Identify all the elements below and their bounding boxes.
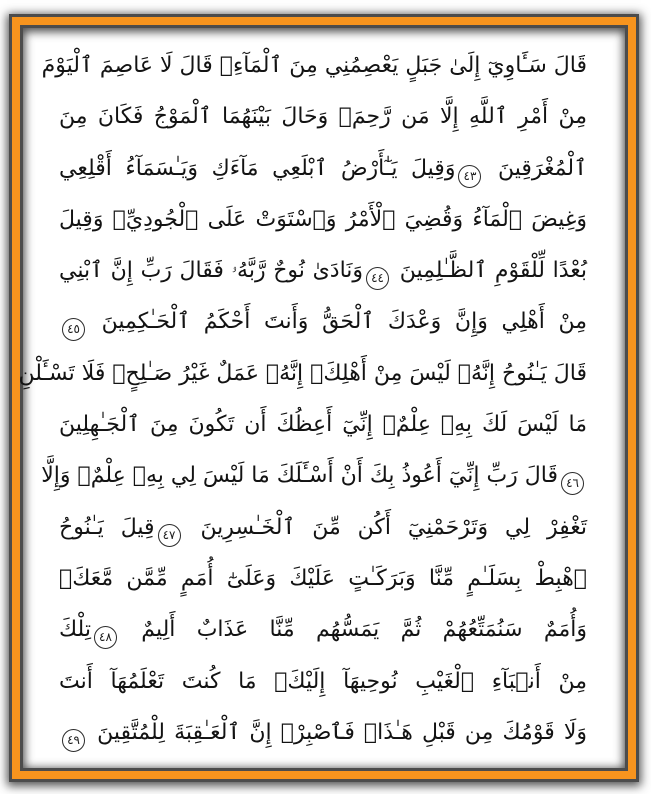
ayah-text-segment: قَالَ يَـٰنُوحُ إِنَّهُۥ لَيْسَ مِنْ أَهْلِكَۖ إِنَّهُۥ عَمَلٌ غَيْرُ صَـٰلِحٍۖ فَلَا تَسْـَٔلْنِ	[18, 360, 587, 386]
ayah-text-segment: تَغْفِرْ لِي وَتَرْحَمْنِيٓ أَكُن مِّنَ ٱلْخَـٰسِرِينَ	[200, 514, 587, 540]
ayah-end-marker: ٤٨	[94, 626, 117, 649]
ayah-text-segment: مِنْ أَنۢبَآءِ ٱلْغَيْبِ نُوحِيهَآ إِلَيْكَۖ مَا كُنتَ تَعْلَمُهَآ أَنتَ	[59, 668, 587, 694]
quran-line-1	[41, 40, 587, 91]
quran-text-block	[18, 40, 587, 758]
ayah-end-marker: ٤٤	[366, 267, 389, 290]
ayah-text-segment: تِلْكَ	[59, 617, 91, 643]
quran-line-9	[41, 450, 587, 501]
ayah-end-marker: ٤٧	[158, 524, 181, 547]
ayah-text-segment: قِيلَ يَـٰنُوحُ	[59, 514, 155, 540]
ayah-end-marker: ٤٦	[561, 472, 584, 495]
ayah-text-segment: وَنَادَىٰ نُوحٌ رَّبَّهُۥ فَقَالَ رَبِّ إِنَّ ٱبْنِي	[59, 258, 364, 284]
quran-line-5	[59, 245, 587, 296]
ayah-text-segment: قَالَ رَبِّ إِنِّيٓ أَعُوذُ بِكَ أَنْ أَسْـَٔلَكَ مَا لَيْسَ لِي بِهِۦ عِلْمٌۖ وَإِلَّا	[41, 463, 558, 489]
ayah-text-segment: مِنْ أَمْرِ ٱللَّهِ إِلَّا مَن رَّحِمَۚ وَحَالَ بَيْنَهُمَا ٱلْمَوْجُ فَكَانَ مِنَ	[59, 104, 587, 130]
quran-line-13	[59, 656, 587, 707]
ayah-text-segment: وَأُمَمٌ سَنُمَتِّعُهُمْ ثُمَّ يَمَسُّهُم مِّنَّا عَذَابٌ أَلِيمٌ	[141, 617, 587, 643]
ayah-text-segment: ٱلْمُغْرَقِينَ	[498, 155, 587, 181]
ayah-text-segment: قَالَ سَـَٔاوِيٓ إِلَىٰ جَبَلٍ يَعْصِمُنِي مِنَ ٱلْمَآءِۚ قَالَ لَا عَاصِمَ ٱلْيَوْمَ	[41, 53, 587, 78]
ayah-end-marker: ٤٣	[458, 165, 481, 188]
quran-line-4	[59, 194, 587, 245]
quran-line-8	[59, 399, 587, 450]
quran-line-11	[59, 553, 587, 604]
quran-line-10	[59, 502, 587, 553]
ayah-text-segment: مَا لَيْسَ لَكَ بِهِۦ عِلْمٌۖ إِنِّيٓ أَعِظُكَ أَن تَكُونَ مِنَ ٱلْجَـٰهِلِينَ	[59, 412, 587, 438]
ayah-text-segment: وَغِيضَ ٱلْمَآءُ وَقُضِيَ ٱلْأَمْرُ وَٱسْتَوَتْ عَلَى ٱلْجُودِيِّۖ وَقِيلَ	[59, 206, 587, 232]
quran-line-3	[59, 143, 587, 194]
ayah-end-marker: ٤٥	[62, 318, 85, 341]
quran-line-6	[59, 296, 587, 347]
ayah-text-segment: بُعْدًا لِّلْقَوْمِ ٱلظَّـٰلِمِينَ	[399, 258, 587, 284]
ayah-end-marker: ٤٩	[62, 729, 85, 752]
ayah-text-segment: ٱهْبِطْ بِسَلَـٰمٍ مِّنَّا وَبَرَكَـٰتٍ عَلَيْكَ وَعَلَىٰٓ أُمَمٍ مِّمَّن مَّعَكَۚ	[59, 565, 587, 591]
quran-line-14	[59, 707, 587, 758]
quran-line-2	[59, 91, 587, 142]
ayah-text-segment: وَلَا قَوْمُكَ مِن قَبْلِ هَـٰذَاۖ فَٱصْبِرْۖ إِنَّ ٱلْعَـٰقِبَةَ لِلْمُتَّقِينَ	[97, 719, 587, 745]
quran-line-7	[18, 348, 587, 399]
ayah-text-segment: وَقِيلَ يَـٰٓأَرْضُ ٱبْلَعِي مَآءَكِ وَيَـٰسَمَآءُ أَقْلِعِي	[59, 155, 456, 181]
quran-line-12	[59, 604, 587, 655]
ayah-text-segment: مِنْ أَهْلِي وَإِنَّ وَعْدَكَ ٱلْحَقُّ وَأَنتَ أَحْكَمُ ٱلْحَـٰكِمِينَ	[101, 309, 587, 335]
